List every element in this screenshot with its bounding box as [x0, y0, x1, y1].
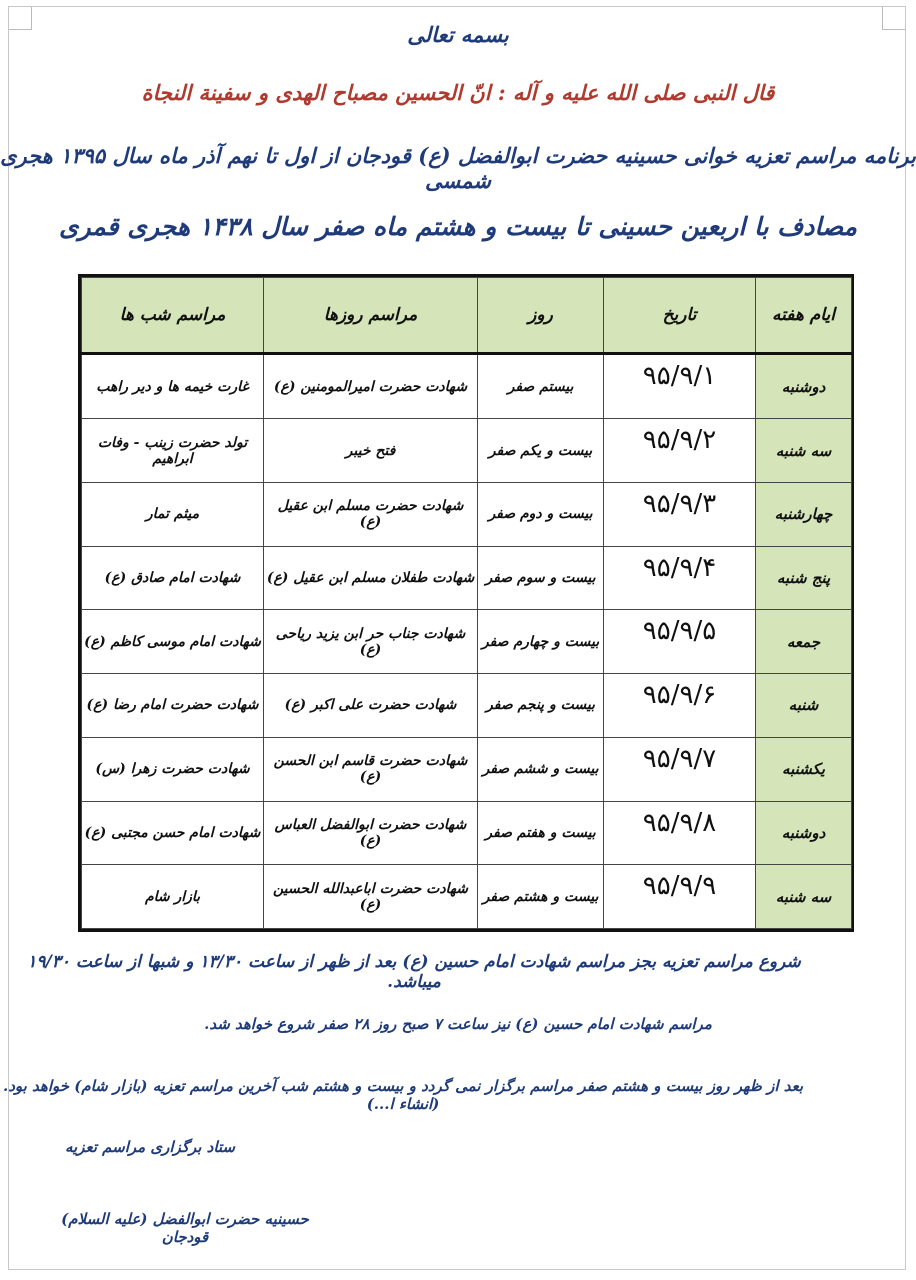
day-ceremony-cell: شهادت حضرت مسلم ابن عقیل (ع) — [264, 483, 478, 547]
table-row — [82, 483, 852, 547]
imam-hussain-note: مراسم شهادت امام حسین (ع) نیز ساعت ۷ صبح روز ۲۸ صفر شروع خواهد شد. — [204, 1015, 712, 1033]
hadith-line: قال النبی صلی الله علیه و آله : انّ الحسین مصباح الهدی و سفینة النجاة — [141, 80, 775, 105]
weekday-cell: پنج شنبه — [756, 546, 852, 610]
header-day: روز — [478, 278, 604, 354]
date-cell: ۹۵/۹/۹ — [604, 865, 756, 929]
table-row — [82, 610, 852, 674]
day-ceremony-cell: شهادت حضرت ابوالفضل العباس (ع) — [264, 801, 478, 865]
day-cell: بیست و ششم صفر — [478, 737, 604, 801]
night-ceremony-cell: تولد حضرت زینب - وفات ابراهیم — [82, 419, 264, 483]
day-ceremony-cell: شهادت حضرت علی اکبر (ع) — [264, 674, 478, 738]
weekday-cell: دوشنبه — [756, 354, 852, 419]
date-cell: ۹۵/۹/۷ — [604, 737, 756, 801]
day-ceremony-cell: شهادت حضرت امیرالمومنین (ع) — [264, 354, 478, 419]
night-ceremony-cell: شهادت امام حسن مجتبی (ع) — [82, 801, 264, 865]
date-cell: ۹۵/۹/۸ — [604, 801, 756, 865]
weekday-cell: شنبه — [756, 674, 852, 738]
last-ceremony-note: بعد از ظهر روز بیست و هشتم صفر مراسم برگزار نمی گردد و بیست و هشتم شب آخرین مراسم تعزیه (بازار شام) خواهد بود. (انشاء ا...) — [2, 1077, 804, 1113]
date-cell: ۹۵/۹/۵ — [604, 610, 756, 674]
day-cell: بیست و دوم صفر — [478, 483, 604, 547]
day-cell: بیست و یکم صفر — [478, 419, 604, 483]
occasion-title: مصادف با اربعین حسینی تا بیست و هشتم ماه صفر سال ۱۴۳۸ هجری قمری — [58, 212, 858, 241]
date-cell: ۹۵/۹/۶ — [604, 674, 756, 738]
date-cell: ۹۵/۹/۱ — [604, 354, 756, 419]
weekday-cell: دوشنبه — [756, 801, 852, 865]
night-ceremony-cell: شهادت امام موسی کاظم (ع) — [82, 610, 264, 674]
date-cell: ۹۵/۹/۳ — [604, 483, 756, 547]
night-ceremony-cell: غارت خیمه ها و دیر راهب — [82, 354, 264, 419]
schedule-table — [81, 277, 852, 929]
weekday-cell: چهارشنبه — [756, 483, 852, 547]
program-title: برنامه مراسم تعزیه خوانی حسینیه حضرت ابوالفضل (ع) قودجان از اول تا نهم آذر ماه سال ۱۳۹۵ هجری شمسی — [0, 143, 916, 193]
table-row — [82, 865, 852, 929]
table-row — [82, 546, 852, 610]
weekday-cell: یکشنبه — [756, 737, 852, 801]
date-cell: ۹۵/۹/۲ — [604, 419, 756, 483]
day-cell: بیست و هفتم صفر — [478, 801, 604, 865]
weekday-cell: سه شنبه — [756, 419, 852, 483]
table-row — [82, 354, 852, 419]
day-cell: بیست و چهارم صفر — [478, 610, 604, 674]
header-night-ceremony: مراسم شب ها — [82, 278, 264, 354]
table-row — [82, 737, 852, 801]
day-ceremony-cell: شهادت حضرت اباعبدالله الحسین (ع) — [264, 865, 478, 929]
night-ceremony-cell: شهادت امام صادق (ع) — [82, 546, 264, 610]
day-ceremony-cell: شهادت حضرت قاسم ابن الحسن (ع) — [264, 737, 478, 801]
schedule-table-frame — [78, 274, 854, 932]
table-row — [82, 419, 852, 483]
institution-signature: حسینیه حضرت ابوالفضل (علیه السلام) قودجان — [61, 1210, 309, 1246]
night-ceremony-cell: شهادت حضرت امام رضا (ع) — [82, 674, 264, 738]
weekday-cell: جمعه — [756, 610, 852, 674]
night-ceremony-cell: شهادت حضرت زهرا (س) — [82, 737, 264, 801]
day-cell: بیستم صفر — [478, 354, 604, 419]
day-ceremony-cell: فتح خیبر — [264, 419, 478, 483]
day-ceremony-cell: شهادت جناب حر ابن یزید ریاحی (ع) — [264, 610, 478, 674]
table-row — [82, 801, 852, 865]
day-cell: بیست و پنجم صفر — [478, 674, 604, 738]
basmala-heading: بسمه تعالی — [407, 22, 509, 47]
weekday-cell: سه شنبه — [756, 865, 852, 929]
date-cell: ۹۵/۹/۴ — [604, 546, 756, 610]
header-day-ceremony: مراسم روزها — [264, 278, 478, 354]
table-row — [82, 674, 852, 738]
start-times-note: شروع مراسم تعزیه بجز مراسم شهادت امام حسین (ع) بعد از ظهر از ساعت ۱۳/۳۰ و شبها از ساعت ۱۹/۳۰ میباشد. — [27, 952, 801, 992]
organizer-signature: ستاد برگزاری مراسم تعزیه — [65, 1138, 235, 1156]
night-ceremony-cell: میثم تمار — [82, 483, 264, 547]
table-header-row — [82, 278, 852, 354]
header-date: تاریخ — [604, 278, 756, 354]
day-cell: بیست و هشتم صفر — [478, 865, 604, 929]
day-ceremony-cell: شهادت طفلان مسلم ابن عقیل (ع) — [264, 546, 478, 610]
night-ceremony-cell: بازار شام — [82, 865, 264, 929]
header-weekday: ایام هفته — [756, 278, 852, 354]
day-cell: بیست و سوم صفر — [478, 546, 604, 610]
